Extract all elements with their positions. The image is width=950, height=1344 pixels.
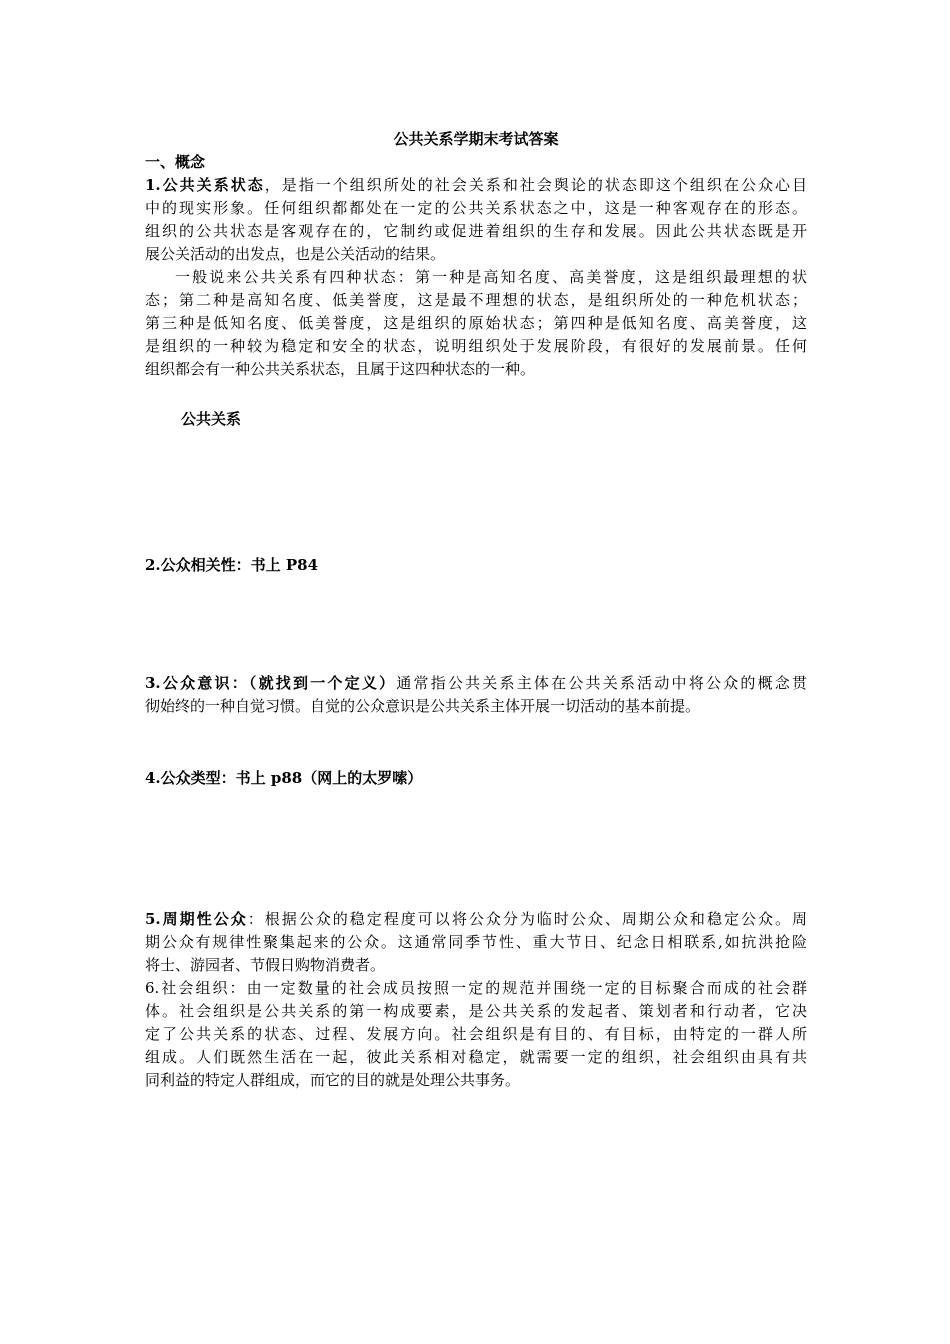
paragraph-line: 组织的公共状态是客观存在的，它制约或促进着组织的生存和发展。因此公共状态既是开 xyxy=(145,222,807,240)
paragraph-line: 展公关活动的出发点，也是公关活动的结果。 xyxy=(145,245,446,263)
line-text: ：根据公众的稳定程度可以将公众分为临时公众、周期公众和稳定公众。周 xyxy=(247,910,807,928)
paragraph-line: 同利益的特定人群组成，而它的目的就是处理公共事务。 xyxy=(145,1071,521,1089)
paragraph-line: 组成。人们既然生活在一起，彼此关系相对稳定，就需要一定的组织，社会组织由具有共 xyxy=(145,1048,807,1066)
diagram-label: 公共关系 xyxy=(181,410,242,428)
document-page xyxy=(145,128,807,1092)
paragraph-line: 第三种是低知名度、低美誉度，这是组织的原始状态；第四种是低知名度、高美誉度，这 xyxy=(145,314,807,332)
term-label: 5.周期性公众 xyxy=(145,910,248,928)
paragraph-line xyxy=(145,174,807,197)
definition-pr-state xyxy=(145,174,807,266)
paragraph-line xyxy=(145,908,807,931)
document-title: 公共关系学期末考试答案 xyxy=(393,130,559,148)
line-text: 通常指公共关系主体在公共关系活动中将公众的概念贯 xyxy=(396,674,807,692)
paragraph-line xyxy=(145,672,807,695)
paragraph-line: 一般说来公共关系有四种状态：第一种是高知名度、高美誉度，这是组织最理想的状 xyxy=(175,268,807,286)
paragraph-line: 是组织的一种较为稳定和安全的状态，说明组织处于发展阶段，有很好的发展前景。任何 xyxy=(145,337,807,355)
definition-public-relevance: 2.公众相关性：书上 P84 xyxy=(145,556,319,574)
definition-public-awareness xyxy=(145,672,807,718)
paragraph-line: 彻始终的一种自觉习惯。自觉的公众意识是公共关系主体开展一切活动的基本前提。 xyxy=(145,697,701,715)
paragraph-line: 体。社会组织是公共关系的第一构成要素，是公共关系的发起者、策划者和行动者，它决 xyxy=(145,1002,807,1020)
definition-periodic-public xyxy=(145,908,807,977)
paragraph-four-states xyxy=(145,266,807,381)
paragraph-line: 期公众有规律性聚集起来的公众。这通常同季节性、重大节日、纪念日相联系,如抗洪抢险 xyxy=(145,933,807,951)
paragraph-line: 中的现实形象。任何组织都都处在一定的公共关系状态之中，这是一种客观存在的形态。 xyxy=(145,199,807,217)
paragraph-line: 组织都会有一种公共关系状态，且属于这四种状态的一种。 xyxy=(145,360,536,378)
paragraph-line: 6.社会组织：由一定数量的社会成员按照一定的规范并围绕一定的目标聚合而成的社会群 xyxy=(145,979,807,997)
paragraph-line: 定了公共关系的状态、过程、发展方向。社会组织是有目的、有目标，由特定的一群人所 xyxy=(145,1025,807,1043)
definition-public-types: 4.公众类型：书上 p88（网上的太罗嗦） xyxy=(145,769,423,787)
term-label: 1.公共关系状态 xyxy=(145,176,265,194)
paragraph-line: 将士、游园者、节假日购物消费者。 xyxy=(145,956,386,974)
paragraph-line: 态；第二种是高知名度、低美誉度，这是最不理想的状态，是组织所处的一种危机状态； xyxy=(145,291,807,309)
section-heading-concepts: 一、概念 xyxy=(145,153,206,171)
line-text: ，是指一个组织所处的社会关系和社会舆论的状态即这个组织在公众心目 xyxy=(264,176,807,194)
term-label: 3.公众意识：（就找到一个定义） xyxy=(145,674,397,692)
definition-social-organization xyxy=(145,977,807,1092)
